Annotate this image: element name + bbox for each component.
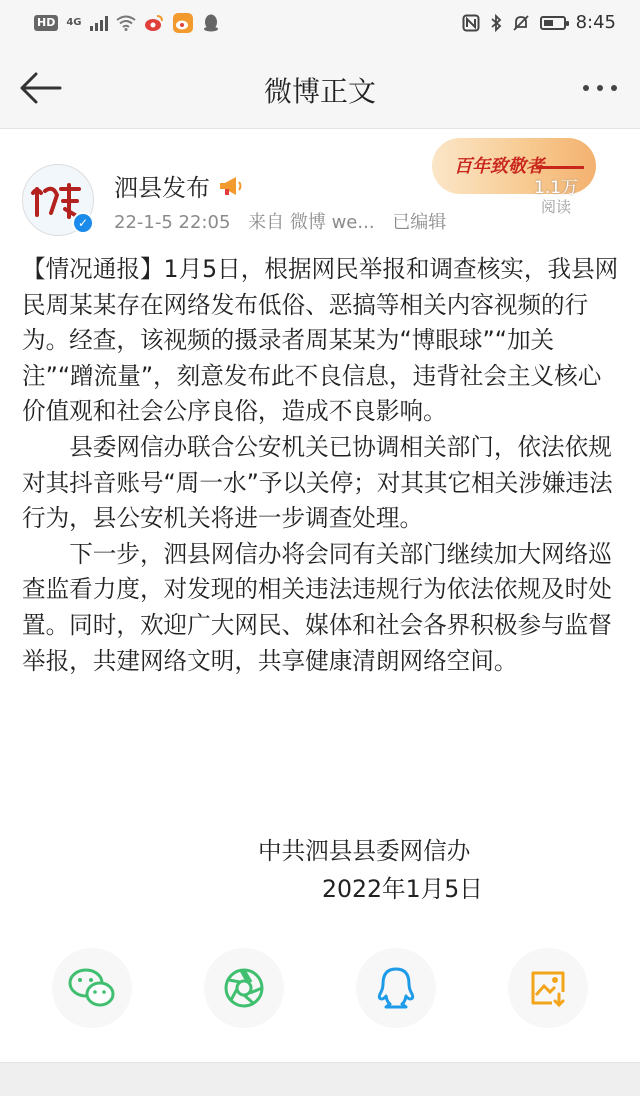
paragraph-3: 下一步，泗县网信办将会同有关部门继续加大网络巡查监看力度，对发现的相关违法违规行为依法依规及时处置。同时，欢迎广大网民、媒体和社会各界积极参与监督举报，共建网络文明，共享健康清朗网络空间。 [22, 539, 612, 675]
read-count-number: 1.1万 [534, 178, 579, 198]
share-bar [0, 940, 640, 1040]
post-timestamp: 22-1-5 22:05 [114, 212, 231, 233]
banner-text: 百年致敬者 [454, 156, 544, 177]
more-dot-icon [583, 85, 589, 91]
network-type: 4G [66, 17, 82, 28]
author-name[interactable] [114, 168, 244, 203]
page-title: 微博正文 [263, 75, 376, 108]
paragraph-1: 【情况通报】1月5日，根据网民举报和调查核实，我县网民周某某存在网络发布低俗、恶搞等相关内容视频的行为。经查，该视频的摄录者周某某为“博眼球”“加关注”“蹭流量”，刻意发布此不良信息，违背社会主义核心价值观和社会公序良俗，造成不良影响。 [22, 255, 619, 426]
moments-icon [222, 966, 266, 1010]
clock: 8:45 [575, 12, 616, 33]
nav-bar [0, 48, 640, 129]
save-image-icon [528, 968, 568, 1008]
share-moments-button[interactable] [204, 948, 284, 1028]
qq-icon [376, 966, 416, 1010]
post-meta [114, 208, 458, 234]
weibo-app-icon [172, 12, 194, 34]
signal-icon [90, 15, 108, 31]
wechat-icon [68, 967, 116, 1009]
author-name-text: 泗县发布 [114, 174, 210, 202]
nfc-icon [462, 14, 480, 32]
signature-date: 2022年1月5日 [322, 875, 483, 903]
hd-badge: HD [34, 15, 58, 31]
paragraph-2: 县委网信办联合公安机关已协调相关部门，依法依规对其抖音账号“周一水”予以关停；对其其它相关涉嫌违法行为，县公安机关将进一步调查处理。 [22, 432, 613, 533]
post-source[interactable]: 来自 微博 we... [248, 212, 375, 233]
post-header [0, 130, 640, 240]
more-dot-icon [611, 85, 617, 91]
more-dot-icon [597, 85, 603, 91]
wifi-icon [116, 15, 136, 31]
post-content [22, 252, 620, 679]
status-bar [0, 0, 640, 48]
bottom-bar [0, 1062, 640, 1096]
mute-icon [512, 14, 530, 32]
bluetooth-icon [490, 14, 502, 32]
read-count-label: 阅读 [541, 198, 572, 216]
share-qq-button[interactable] [356, 948, 436, 1028]
save-image-button[interactable] [508, 948, 588, 1028]
qq-notify-icon [202, 13, 220, 33]
battery-icon [540, 16, 566, 30]
verified-badge-icon: ✓ [72, 212, 94, 234]
more-options-button[interactable] [578, 76, 622, 100]
share-wechat-button[interactable] [52, 948, 132, 1028]
read-count [534, 178, 578, 216]
megaphone-icon [218, 175, 244, 197]
signature-org: 中共泗县县委网信办 [258, 837, 471, 865]
edited-label[interactable]: 已编辑 [392, 212, 447, 233]
weibo-notify-icon [144, 14, 164, 32]
